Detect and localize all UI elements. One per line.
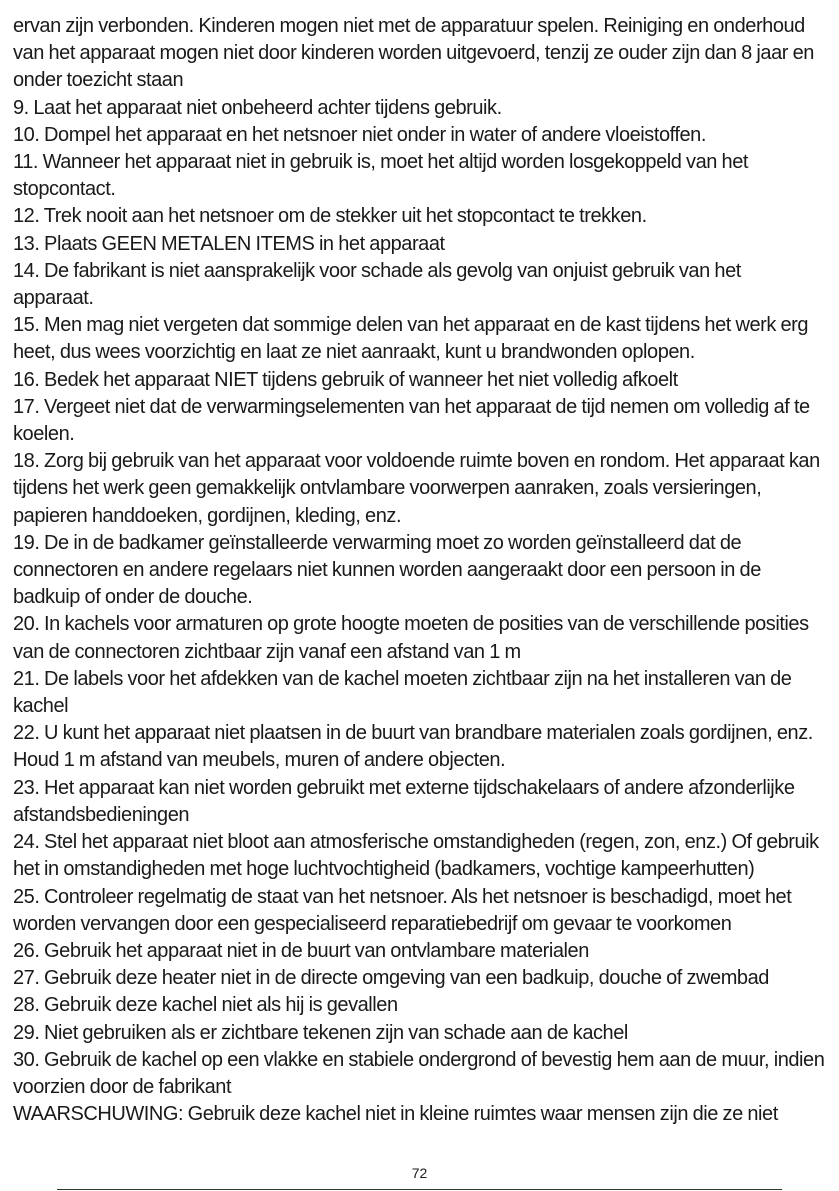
list-item-11: 11. Wanneer het apparaat niet in gebruik is, moet het altijd worden losgekoppeld van het stopcontact. — [13, 151, 749, 201]
page-number: 72 — [411, 1165, 428, 1181]
list-item-21: 21. De labels voor het afdekken van de kachel moeten zichtbaar zijn na het installeren van de kachel — [13, 667, 792, 718]
footer-divider — [57, 1189, 782, 1190]
list-item-22: 22. U kunt het apparaat niet plaatsen in de buurt van brandbare materialen zoals gordijnen, enz. Houd 1 m afstand van meubels, muren of andere objecten. — [13, 722, 813, 772]
list-item-28: 28. Gebruik deze kachel niet als hij is gevallen — [13, 994, 398, 1017]
list-item-29: 29. Niet gebruiken als er zichtbare tekenen zijn van schade aan de kachel — [13, 1021, 628, 1044]
list-item-30: 30. Gebruik de kachel op een vlakke en stabiele ondergrond of bevestig hem aan de muur, indien voorzien door de fabrikant — [13, 1048, 825, 1098]
list-item-12: 12. Trek nooit aan het netsnoer om de stekker uit het stopcontact te trekken. — [13, 205, 647, 228]
list-item-14: 14. De fabrikant is niet aansprakelijk voor schade als gevolg van onjuist gebruik van het apparaat. — [13, 259, 741, 310]
list-item-20: 20. In kachels voor armaturen op grote hoogte moeten de posities van de verschillende posities van de connectoren zichtbaar zijn vanaf een afstand van 1 m — [13, 613, 809, 663]
list-item-24: 24. Stel het apparaat niet bloot aan atmosferische omstandigheden (regen, zon, enz.) Of gebruik het in omstandigheden met hoge luchtvochtigheid (badkamers, vochtige kampeerhutten) — [13, 831, 819, 881]
list-item-10: 10. Dompel het apparaat en het netsnoer niet onder in water of andere vloeistoffen. — [13, 123, 706, 146]
list-item-16: 16. Bedek het apparaat NIET tijdens gebruik of wanneer het niet volledig afkoelt — [13, 368, 678, 391]
list-item-19: 19. De in de badkamer geïnstalleerde verwarming moet zo worden geïnstalleerd dat de connectoren en andere regelaars niet kunnen worden aangeraakt door een persoon in de badkuip of onder de douche. — [13, 531, 761, 609]
list-item-17: 17. Vergeet niet dat de verwarmingselementen van het apparaat de tijd nemen om volledig af te koelen. — [13, 395, 810, 446]
list-item-18: 18. Zorg bij gebruik van het apparaat voor voldoende ruimte boven en rondom. Het apparaat kan tijdens het werk geen gemakkelijk ontvlambare voorwerpen aanraken, zoals versieringen, papieren handdoeken, gordijnen, kleding, enz. — [13, 450, 820, 527]
paragraph-continuation: ervan zijn verbonden. Kinderen mogen niet met de apparatuur spelen. Reiniging en onderhoud van het apparaat mogen niet door kinderen worden uitgevoerd, tenzij ze ouder zijn dan 8 jaar en onder toezicht staan — [13, 15, 814, 92]
list-item-25: 25. Controleer regelmatig de staat van het netsnoer. Als het netsnoer is beschadigd, moet het worden vervangen door een gespecialiseerd reparatiebedrijf om gevaar te voorkomen — [13, 885, 792, 935]
list-item-9: 9. Laat het apparaat niet onbeheerd achter tijdens gebruik. — [13, 96, 502, 119]
list-item-13: 13. Plaats GEEN METALEN ITEMS in het apparaat — [13, 232, 445, 255]
document-body — [13, 13, 825, 1128]
warning-paragraph: WAARSCHUWING: Gebruik deze kachel niet in kleine ruimtes waar mensen zijn die ze niet — [13, 1103, 778, 1126]
list-item-26: 26. Gebruik het apparaat niet in de buurt van ontvlambare materialen — [13, 939, 589, 962]
list-item-23: 23. Het apparaat kan niet worden gebruikt met externe tijdschakelaars of andere afzonderlijke afstandsbedieningen — [13, 776, 795, 826]
list-item-15: 15. Men mag niet vergeten dat sommige delen van het apparaat en de kast tijdens het werk erg heet, dus wees voorzichtig en laat ze niet aanraakt, kunt u brandwonden oplopen. — [13, 314, 809, 364]
list-item-27: 27. Gebruik deze heater niet in de directe omgeving van een badkuip, douche of zwembad — [13, 967, 769, 990]
